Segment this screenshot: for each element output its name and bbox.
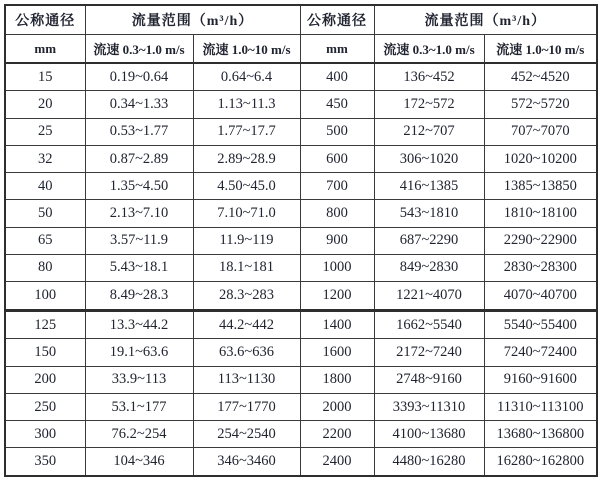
flow-low-left-cell: 5.43~18.1 <box>85 254 193 281</box>
flow-high-left-cell: 44.2~442 <box>193 310 300 339</box>
header-velocity-low-left: 流速 0.3~1.0 m/s <box>85 35 193 64</box>
flow-low-left-cell: 76.2~254 <box>85 421 193 448</box>
flow-low-right-cell: 1221~4070 <box>374 282 484 311</box>
dn-right-cell: 2400 <box>300 448 374 476</box>
table-row <box>5 200 597 227</box>
dn-right-cell: 1800 <box>300 366 374 393</box>
dn-right-cell: 2200 <box>300 421 374 448</box>
header-row-2 <box>5 35 597 64</box>
flow-low-left-cell: 1.35~4.50 <box>85 173 193 200</box>
flow-high-right-cell: 572~5720 <box>484 91 597 118</box>
flow-low-left-cell: 0.87~2.89 <box>85 145 193 172</box>
flow-low-left-cell: 53.1~177 <box>85 393 193 420</box>
flow-high-left-cell: 2.89~28.9 <box>193 145 300 172</box>
flow-low-left-cell: 3.57~11.9 <box>85 227 193 254</box>
header-row-1 <box>5 5 597 35</box>
flow-low-right-cell: 3393~11310 <box>374 393 484 420</box>
table-row <box>5 448 597 476</box>
flow-high-right-cell: 452~4520 <box>484 63 597 91</box>
dn-left-cell: 150 <box>5 339 85 366</box>
flow-high-right-cell: 2830~28300 <box>484 254 597 281</box>
table-row <box>5 421 597 448</box>
flow-high-right-cell: 1020~10200 <box>484 145 597 172</box>
header-unit-left: mm <box>5 35 85 64</box>
dn-right-cell: 1400 <box>300 310 374 339</box>
flow-low-left-cell: 0.19~0.64 <box>85 63 193 91</box>
dn-right-cell: 500 <box>300 118 374 145</box>
dn-right-cell: 400 <box>300 63 374 91</box>
dn-left-cell: 20 <box>5 91 85 118</box>
flow-low-left-cell: 13.3~44.2 <box>85 310 193 339</box>
flow-low-right-cell: 136~452 <box>374 63 484 91</box>
dn-left-cell: 200 <box>5 366 85 393</box>
flow-high-right-cell: 7240~72400 <box>484 339 597 366</box>
header-flow-range-right: 流量范围（m³/h） <box>374 5 597 35</box>
dn-right-cell: 450 <box>300 91 374 118</box>
dn-right-cell: 800 <box>300 200 374 227</box>
flow-low-right-cell: 543~1810 <box>374 200 484 227</box>
dn-right-cell: 1200 <box>300 282 374 311</box>
table-row <box>5 393 597 420</box>
table-row <box>5 227 597 254</box>
flow-range-table <box>4 4 598 477</box>
table-row <box>5 63 597 91</box>
flow-low-right-cell: 416~1385 <box>374 173 484 200</box>
flow-high-right-cell: 16280~162800 <box>484 448 597 476</box>
flow-high-left-cell: 7.10~71.0 <box>193 200 300 227</box>
flow-high-left-cell: 254~2540 <box>193 421 300 448</box>
flow-high-right-cell: 1810~18100 <box>484 200 597 227</box>
header-velocity-low-right: 流速 0.3~1.0 m/s <box>374 35 484 64</box>
flow-low-right-cell: 4100~13680 <box>374 421 484 448</box>
flow-high-left-cell: 346~3460 <box>193 448 300 476</box>
flow-low-left-cell: 104~346 <box>85 448 193 476</box>
flow-high-right-cell: 5540~55400 <box>484 310 597 339</box>
flow-high-right-cell: 1385~13850 <box>484 173 597 200</box>
flow-high-left-cell: 4.50~45.0 <box>193 173 300 200</box>
header-nominal-diameter-left: 公称通径 <box>5 5 85 35</box>
flow-high-right-cell: 11310~113100 <box>484 393 597 420</box>
flow-low-right-cell: 849~2830 <box>374 254 484 281</box>
dn-right-cell: 1000 <box>300 254 374 281</box>
dn-left-cell: 250 <box>5 393 85 420</box>
table-row <box>5 145 597 172</box>
flow-low-left-cell: 0.53~1.77 <box>85 118 193 145</box>
flow-low-right-cell: 4480~16280 <box>374 448 484 476</box>
flow-high-left-cell: 113~1130 <box>193 366 300 393</box>
flow-high-left-cell: 11.9~119 <box>193 227 300 254</box>
header-velocity-high-right: 流速 1.0~10 m/s <box>484 35 597 64</box>
dn-left-cell: 40 <box>5 173 85 200</box>
dn-right-cell: 700 <box>300 173 374 200</box>
dn-left-cell: 350 <box>5 448 85 476</box>
flow-high-left-cell: 63.6~636 <box>193 339 300 366</box>
flow-high-right-cell: 2290~22900 <box>484 227 597 254</box>
flow-low-right-cell: 1662~5540 <box>374 310 484 339</box>
header-flow-range-left: 流量范围（m³/h） <box>85 5 300 35</box>
flow-low-right-cell: 172~572 <box>374 91 484 118</box>
flow-high-right-cell: 707~7070 <box>484 118 597 145</box>
flow-low-left-cell: 2.13~7.10 <box>85 200 193 227</box>
dn-left-cell: 125 <box>5 310 85 339</box>
table-row <box>5 91 597 118</box>
flow-high-left-cell: 0.64~6.4 <box>193 63 300 91</box>
flow-low-left-cell: 0.34~1.33 <box>85 91 193 118</box>
dn-left-cell: 50 <box>5 200 85 227</box>
flow-low-right-cell: 2172~7240 <box>374 339 484 366</box>
table-row <box>5 282 597 311</box>
dn-left-cell: 80 <box>5 254 85 281</box>
flow-low-left-cell: 8.49~28.3 <box>85 282 193 311</box>
flow-high-left-cell: 28.3~283 <box>193 282 300 311</box>
flow-high-right-cell: 13680~136800 <box>484 421 597 448</box>
flow-high-right-cell: 4070~40700 <box>484 282 597 311</box>
table-header <box>5 5 597 63</box>
dn-right-cell: 2000 <box>300 393 374 420</box>
header-nominal-diameter-right: 公称通径 <box>300 5 374 35</box>
flow-low-left-cell: 33.9~113 <box>85 366 193 393</box>
header-velocity-high-left: 流速 1.0~10 m/s <box>193 35 300 64</box>
flow-low-right-cell: 212~707 <box>374 118 484 145</box>
dn-right-cell: 900 <box>300 227 374 254</box>
flow-low-right-cell: 687~2290 <box>374 227 484 254</box>
dn-left-cell: 65 <box>5 227 85 254</box>
table-row <box>5 339 597 366</box>
dn-right-cell: 1600 <box>300 339 374 366</box>
dn-right-cell: 600 <box>300 145 374 172</box>
flow-high-left-cell: 18.1~181 <box>193 254 300 281</box>
flow-low-right-cell: 2748~9160 <box>374 366 484 393</box>
flow-high-left-cell: 177~1770 <box>193 393 300 420</box>
table-row <box>5 118 597 145</box>
flow-high-left-cell: 1.77~17.7 <box>193 118 300 145</box>
table-row <box>5 366 597 393</box>
dn-left-cell: 32 <box>5 145 85 172</box>
table-body <box>5 63 597 476</box>
dn-left-cell: 100 <box>5 282 85 311</box>
table-row <box>5 254 597 281</box>
header-unit-right: mm <box>300 35 374 64</box>
flow-high-right-cell: 9160~91600 <box>484 366 597 393</box>
table-row <box>5 310 597 339</box>
flow-low-left-cell: 19.1~63.6 <box>85 339 193 366</box>
table-row <box>5 173 597 200</box>
flow-low-right-cell: 306~1020 <box>374 145 484 172</box>
dn-left-cell: 25 <box>5 118 85 145</box>
flow-high-left-cell: 1.13~11.3 <box>193 91 300 118</box>
dn-left-cell: 300 <box>5 421 85 448</box>
dn-left-cell: 15 <box>5 63 85 91</box>
